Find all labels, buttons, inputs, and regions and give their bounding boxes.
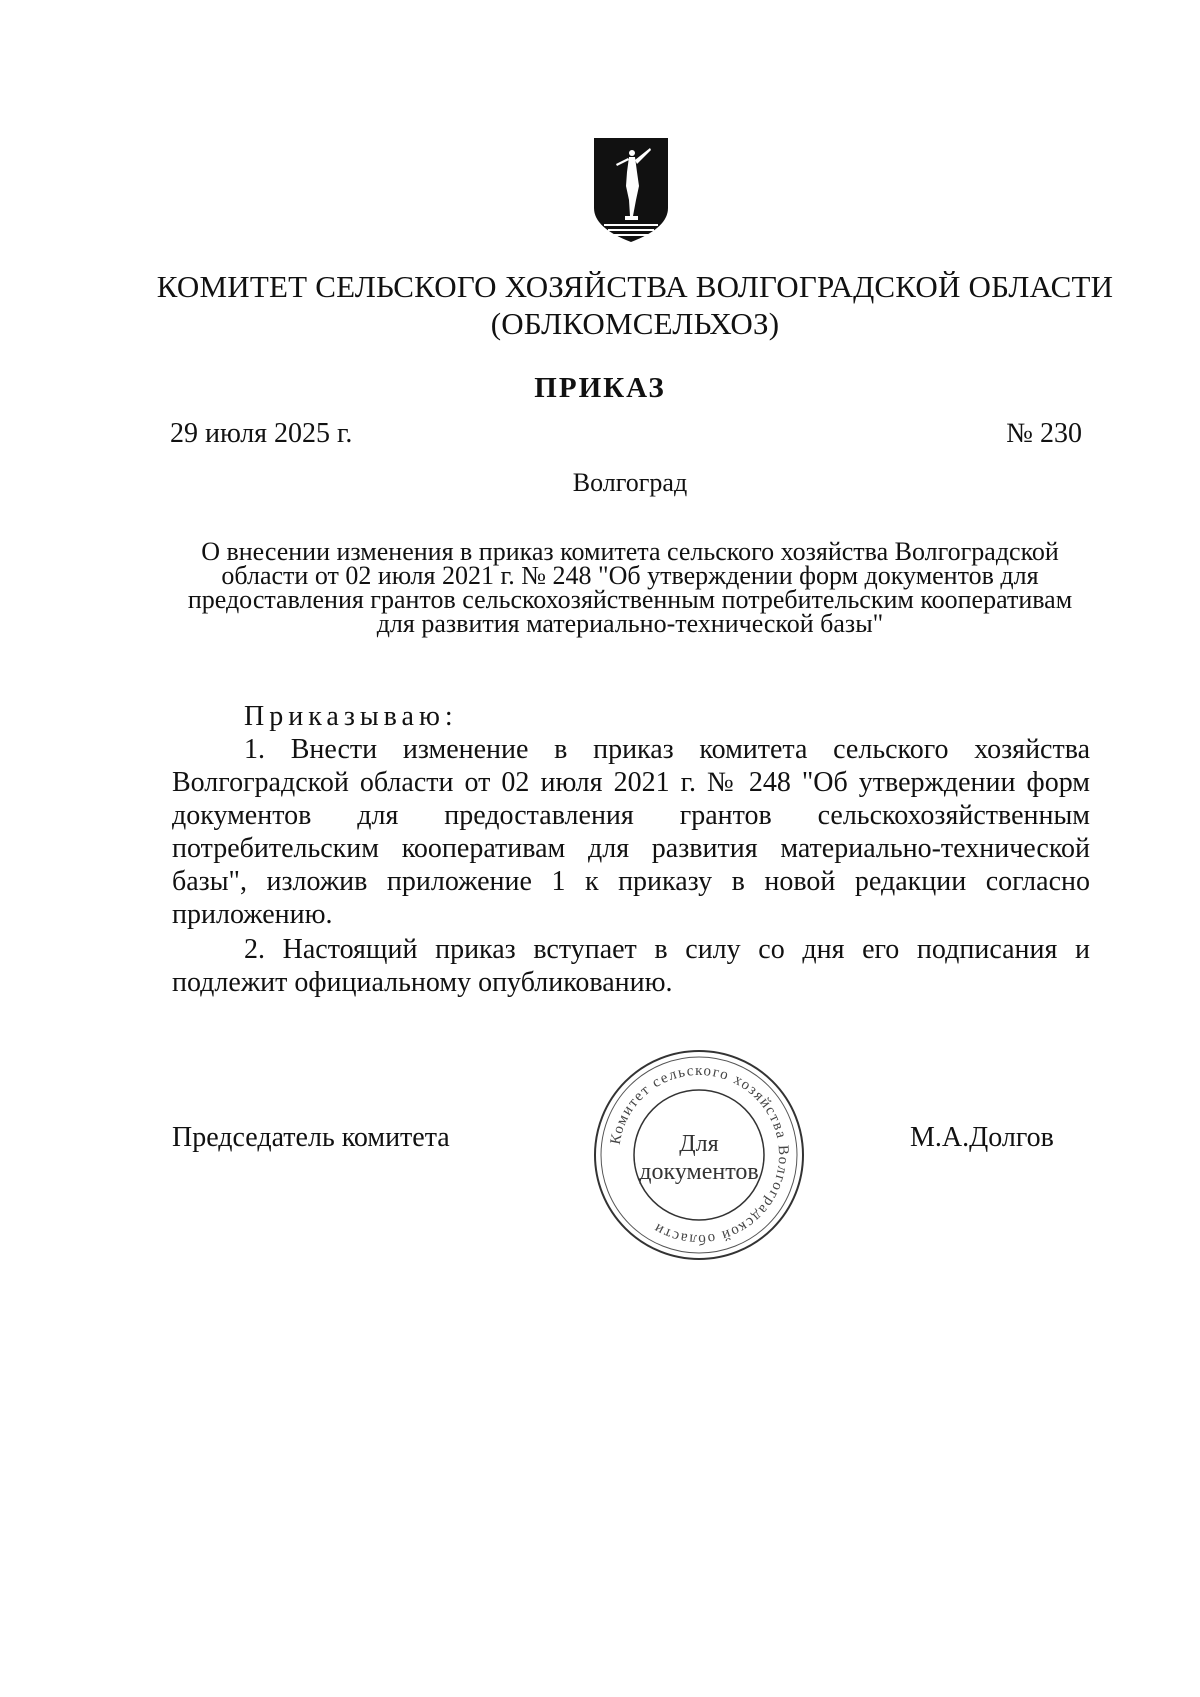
document-date: 29 июля 2025 г. — [170, 418, 353, 449]
document-type: ПРИКАЗ — [534, 372, 666, 404]
document-body — [172, 700, 1090, 999]
organization-line-2: (ОБЛКОМСЕЛЬХОЗ) — [490, 306, 780, 341]
document-title: О внесении изменения в приказ комитета сельского хозяйства Волгоградской области от 02 июля 2021 г. № 248 "Об утверждении форм документов для предоставления грантов сельскохозяйственным потребительским кооперативам для развития материально-технической базы" — [187, 537, 1073, 638]
organization-line-1: КОМИТЕТ СЕЛЬСКОГО ХОЗЯЙСТВА ВОЛГОГРАДСКОЙ ОБЛАСТИ — [156, 269, 1114, 304]
paragraph-2: 2. Настоящий приказ вступает в силу со дня его подписания и подлежит официальному опубликованию. — [172, 934, 1090, 998]
document-city: Волгоград — [572, 468, 688, 497]
organization-name — [120, 268, 1150, 342]
seal-center-line-1: Для — [679, 1131, 719, 1157]
order-word: Приказываю: — [244, 701, 458, 732]
signatory-position: Председатель комитета — [172, 1122, 450, 1153]
seal-ring-text: Комитет сельского хозяйства Волгоградской области — [607, 1062, 792, 1248]
seal-center-line-2: документов — [639, 1159, 759, 1185]
paragraph-1: 1. Внести изменение в приказ комитета сельского хозяйства Волгоградской области от 02 июля 2021 г. № 248 "Об утверждении форм документов для предоставления грантов сельскохозяйственным потребительским кооперативам для развития материально-технической базы", изложив приложение 1 к приказу в новой редакции согласно приложению. — [172, 734, 1090, 930]
official-seal — [589, 1045, 809, 1265]
document-number: № 230 — [1006, 418, 1082, 449]
coat-of-arms-icon — [592, 136, 670, 246]
signatory-name: М.А.Долгов — [910, 1122, 1054, 1153]
